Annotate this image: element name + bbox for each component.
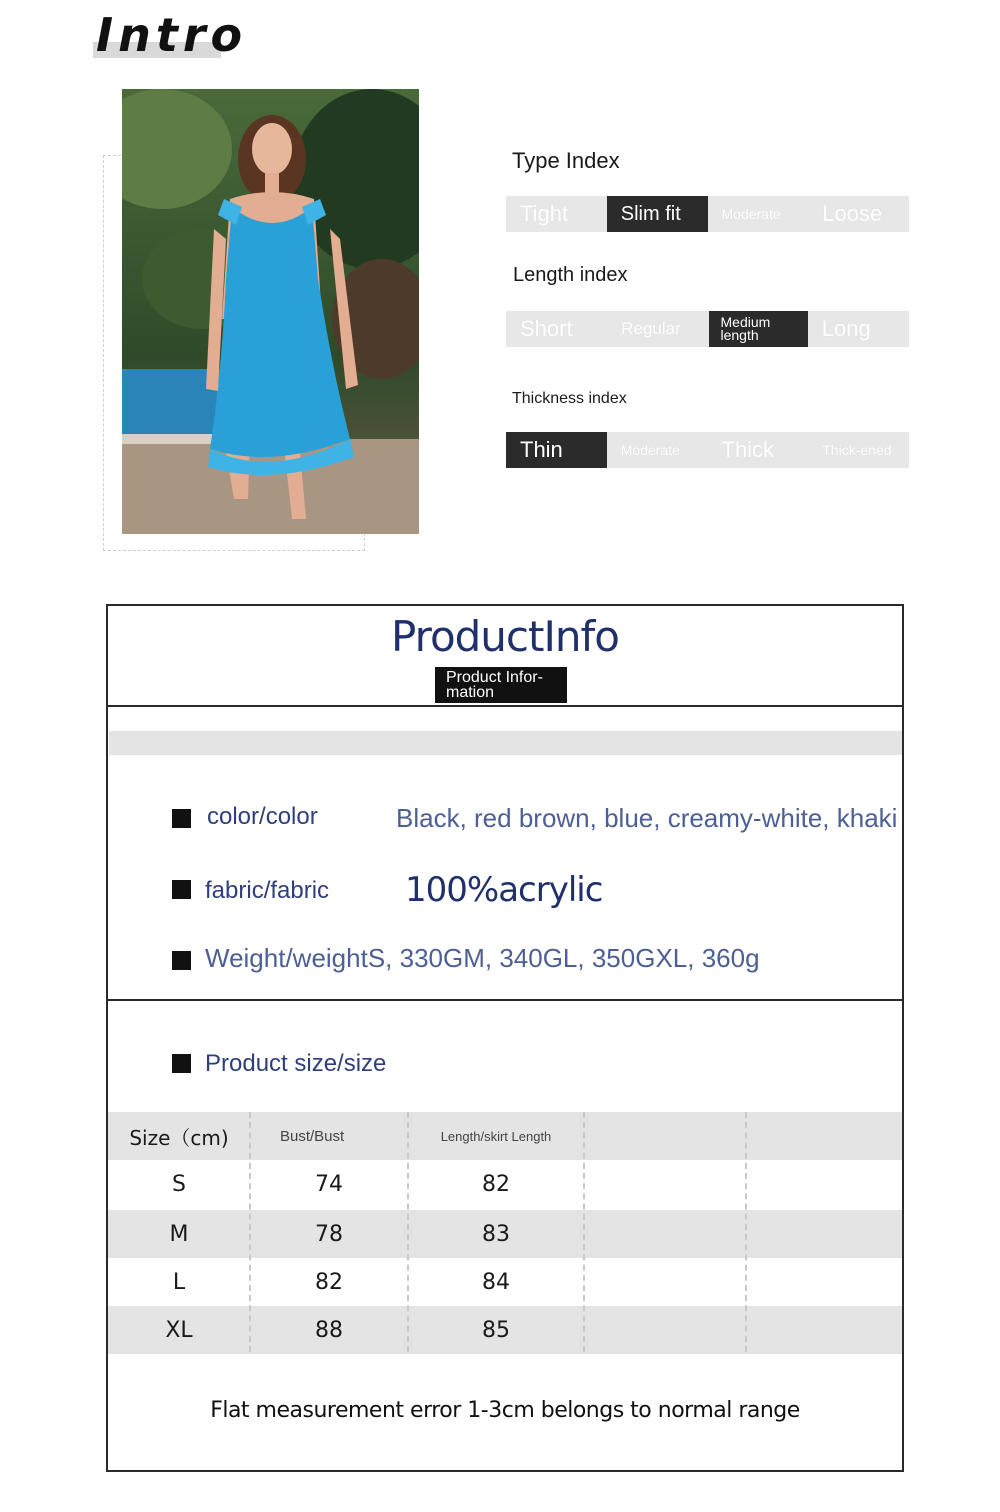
thickness-option-moderate: Moderate (620, 442, 680, 458)
product-info-title: ProductInfo (391, 612, 619, 661)
fabric-label: fabric/fabric (205, 877, 330, 904)
cell-size: XL (165, 1317, 193, 1343)
cell-length: 82 (482, 1171, 510, 1197)
column-divider (583, 1112, 585, 1352)
cell-bust: 78 (315, 1221, 343, 1247)
table-row (108, 1258, 902, 1306)
bullet-icon (172, 1054, 191, 1073)
length-index-label: Length index (513, 264, 628, 286)
type-index-bar (506, 196, 909, 232)
cell-bust: 82 (315, 1269, 343, 1295)
cell-bust: 88 (315, 1317, 343, 1343)
length-index-bar (506, 311, 909, 347)
measurement-footnote: Flat measurement error 1-3cm belongs to normal range (210, 1398, 800, 1423)
size-table (108, 1112, 902, 1354)
section-divider (106, 999, 904, 1001)
length-option-medium-length: Medium length (709, 311, 808, 347)
cell-size: M (169, 1221, 189, 1247)
table-header-row (108, 1112, 902, 1160)
type-option-moderate: Moderate (721, 206, 781, 222)
product-info-tag: Product Infor-mation (435, 667, 567, 703)
thickness-option-thickened: Thick-ened (822, 441, 892, 458)
column-divider (249, 1112, 251, 1352)
header-divider (106, 705, 904, 707)
header-bust: Bust/Bust (280, 1127, 345, 1145)
size-section-label: Product size/size (205, 1050, 387, 1077)
cell-size: S (172, 1171, 186, 1197)
weight-label: Weight/weightS, 330GM, 340GL, 350GXL, 360g (205, 943, 760, 973)
bullet-icon (172, 951, 191, 970)
cell-length: 85 (482, 1317, 510, 1343)
cell-length: 83 (482, 1221, 510, 1247)
length-option-regular: Regular (621, 319, 681, 338)
gray-strip (109, 731, 902, 755)
fabric-value: 100%acrylic (405, 870, 603, 910)
column-divider (745, 1112, 747, 1352)
thickness-option-thick: Thick (721, 437, 775, 462)
product-photo (122, 89, 419, 534)
cell-length: 84 (482, 1269, 510, 1295)
header-length: Length/skirt Length (440, 1128, 552, 1144)
type-index-label: Type Index (512, 148, 620, 173)
length-option-long: Long (821, 316, 871, 341)
column-divider (407, 1112, 409, 1352)
bullet-icon (172, 809, 191, 828)
thickness-index-label: Thickness index (512, 390, 627, 407)
type-option-tight: Tight (520, 201, 569, 226)
cell-size: L (172, 1269, 186, 1295)
intro-title: Intro (96, 8, 248, 62)
bullet-icon (172, 880, 191, 899)
table-row (108, 1210, 902, 1258)
cell-bust: 74 (315, 1171, 343, 1197)
thickness-index-bar (506, 432, 909, 468)
color-label: color/color (207, 803, 318, 830)
table-row (108, 1160, 902, 1210)
type-option-loose: Loose (822, 201, 883, 226)
header-size: Size（cm) (129, 1125, 229, 1150)
table-row (108, 1306, 902, 1354)
color-value: Black, red brown, blue, creamy-white, khaki (396, 803, 898, 833)
type-option-slim-fit: Slim fit (607, 196, 708, 232)
length-option-short: Short (520, 316, 573, 341)
thickness-option-thin: Thin (506, 432, 607, 468)
